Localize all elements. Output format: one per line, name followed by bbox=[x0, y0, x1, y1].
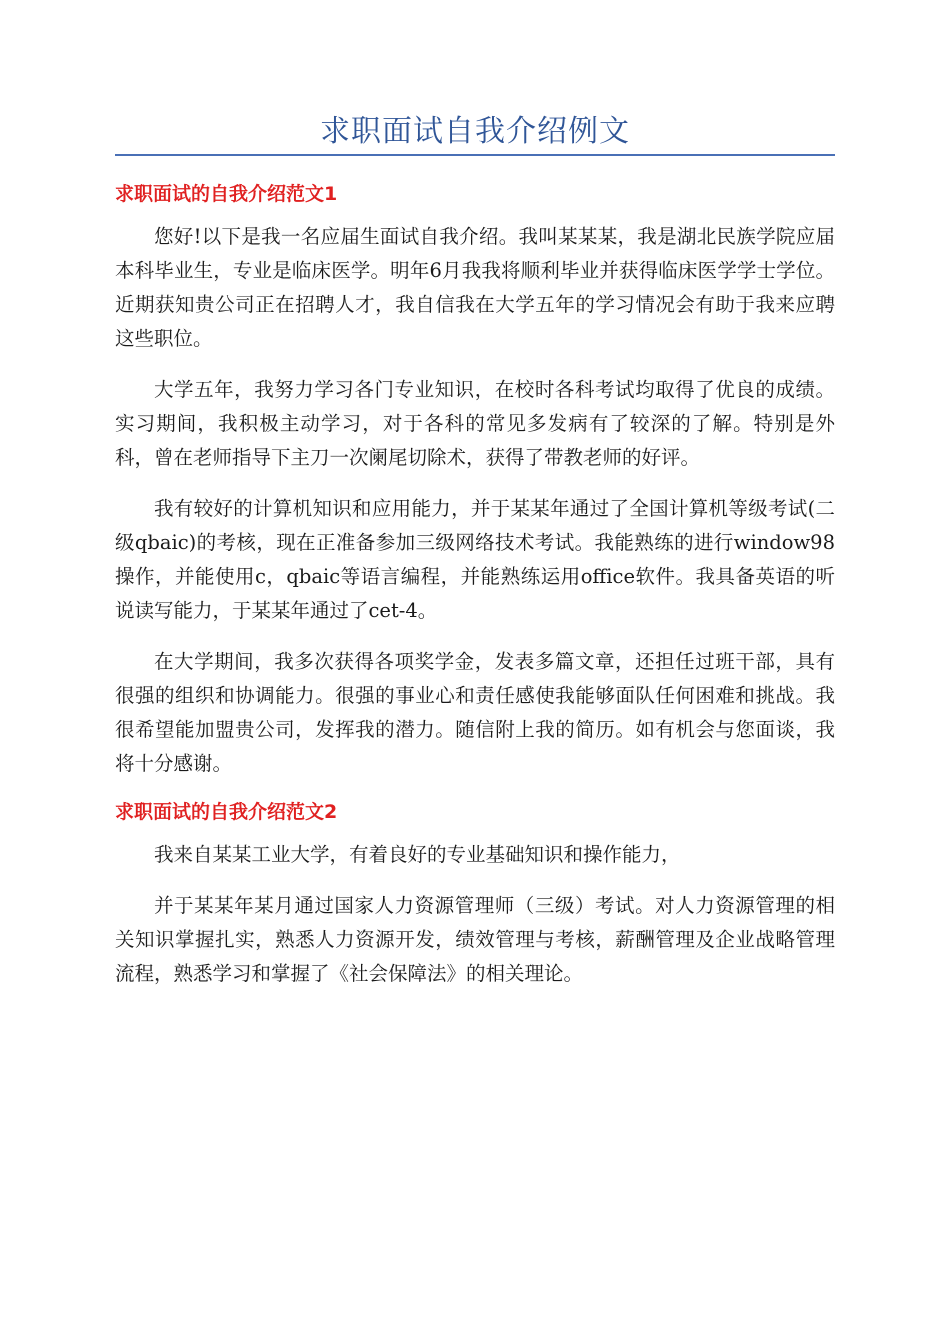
paragraph: 大学五年，我努力学习各门专业知识，在校时各科考试均取得了优良的成绩。实习期间，我积极主动学习，对于各科的常见多发病有了较深的了解。特别是外科，曾在老师指导下主刀一次阑尾切除术，获得了带教老师的好评。 bbox=[115, 378, 835, 469]
section-2 bbox=[115, 798, 835, 991]
paragraph: 在大学期间，我多次获得各项奖学金，发表多篇文章，还担任过班干部，具有很强的组织和协调能力。很强的事业心和责任感使我能够面队任何困难和挑战。我很希望能加盟贵公司，发挥我的潜力。随信附上我的简历。如有机会与您面谈，我将十分感谢。 bbox=[115, 650, 835, 775]
title-underline bbox=[115, 154, 835, 156]
paragraph: 我来自某某工业大学，有着良好的专业基础知识和操作能力， bbox=[154, 843, 681, 866]
document-title: 求职面试自我介绍例文 bbox=[320, 114, 630, 149]
section-heading: 求职面试的自我介绍范文1 bbox=[115, 183, 338, 205]
document-body bbox=[115, 172, 835, 1008]
paragraph: 并于某某年某月通过国家人力资源管理师（三级）考试。对人力资源管理的相关知识掌握扎实，熟悉人力资源开发，绩效管理与考核，薪酬管理及企业战略管理流程，熟悉学习和掌握了《社会保障法》的相关理论。 bbox=[115, 894, 835, 985]
section-1 bbox=[115, 180, 835, 781]
paragraph: 我有较好的计算机知识和应用能力，并于某某年通过了全国计算机等级考试(二级qbaic)的考核，现在正准备参加三级网络技术考试。我能熟练的进行window98操作，并能使用c，qbaic等语言编程，并能熟练运用office软件。我具备英语的听说读写能力，于某某年通过了cet-4。 bbox=[115, 497, 835, 622]
section-heading: 求职面试的自我介绍范文2 bbox=[115, 801, 338, 823]
paragraph: 您好!以下是我一名应届生面试自我介绍。我叫某某某，我是湖北民族学院应届本科毕业生，专业是临床医学。明年6月我我将顺利毕业并获得临床医学学士学位。近期获知贵公司正在招聘人才，我自信我在大学五年的学习情况会有助于我来应聘这些职位。 bbox=[115, 225, 835, 350]
